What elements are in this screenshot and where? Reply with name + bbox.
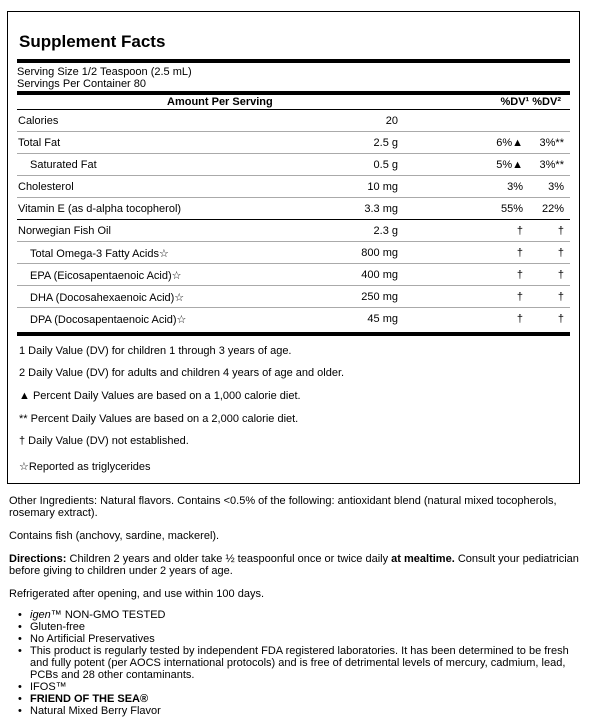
serving-size: Serving Size 1/2 Teaspoon (2.5 mL) xyxy=(17,66,192,78)
dv-children: † xyxy=(516,313,523,325)
amount-per-serving-header: Amount Per Serving xyxy=(167,96,273,108)
dv-children: † xyxy=(516,291,523,303)
title-divider xyxy=(17,59,570,63)
footnote-triglycerides: ☆Reported as triglycerides xyxy=(19,461,151,473)
list-item: • IFOS™ xyxy=(18,681,589,693)
servings-per-container: Servings Per Container 80 xyxy=(17,78,147,90)
nutrient-amount: 0.5 g xyxy=(373,159,398,171)
dv-adults: † xyxy=(557,313,564,325)
supplement-facts-panel xyxy=(7,11,580,484)
table-row xyxy=(17,198,570,220)
footnote-1000-calorie: ▲ Percent Daily Values are based on a 1,000 calorie diet. xyxy=(19,390,301,402)
nutrient-amount: 250 mg xyxy=(361,291,398,303)
nutrient-amount: 2.3 g xyxy=(373,225,398,237)
table-row xyxy=(17,154,570,176)
dv-children: † xyxy=(516,247,523,259)
dv-adults: † xyxy=(557,225,564,237)
nutrient-amount: 20 xyxy=(385,115,398,127)
dv-adults: † xyxy=(557,247,564,259)
daily-value-header: %DV¹ %DV² xyxy=(500,96,561,108)
table-row xyxy=(17,264,570,286)
friend-of-the-sea: FRIEND OF THE SEA® xyxy=(30,693,149,705)
table-row xyxy=(17,308,570,329)
nutrient-name: Total Omega-3 Fatty Acids☆ xyxy=(30,248,169,260)
nutrient-name: EPA (Eicosapentaenoic Acid)☆ xyxy=(30,270,182,282)
list-item: • No Artificial Preservatives xyxy=(18,633,589,645)
directions-text-continued: Consult your pediatrician before giving to children under 2 years of age. xyxy=(9,553,579,577)
dv-adults: 3% xyxy=(548,181,564,193)
directions-label: Directions: xyxy=(9,553,67,565)
igen-label: ™ NON-GMO TESTED xyxy=(50,609,166,621)
nutrient-name: Saturated Fat xyxy=(30,159,97,171)
table-bottom-divider xyxy=(17,332,570,336)
feature-list xyxy=(9,609,589,717)
nutrient-name: Calories xyxy=(18,115,59,127)
dv-children: † xyxy=(516,225,523,237)
storage-instructions: Refrigerated after opening, and use within 100 days. xyxy=(9,588,264,600)
table-row xyxy=(17,132,570,154)
dv-children: † xyxy=(516,269,523,281)
nutrient-amount: 800 mg xyxy=(361,247,398,259)
serving-divider xyxy=(17,91,570,95)
dv-children: 55% xyxy=(500,203,523,215)
list-item: • Gluten-free xyxy=(18,621,589,633)
nutrient-name: Vitamin E (as d-alpha tocopherol) xyxy=(18,203,182,215)
footnote-2000-calorie: ** Percent Daily Values are based on a 2,000 calorie diet. xyxy=(19,413,299,425)
table-row xyxy=(17,242,570,264)
panel-title: Supplement Facts xyxy=(19,32,166,51)
dv-children: 6%▲ xyxy=(496,137,523,149)
list-item: • Natural Mixed Berry Flavor xyxy=(18,705,589,717)
list-item xyxy=(18,609,589,621)
table-header xyxy=(17,96,570,110)
dv-adults: † xyxy=(557,291,564,303)
nutrient-amount: 45 mg xyxy=(367,313,398,325)
nutrient-amount: 400 mg xyxy=(361,269,398,281)
footnote-dv-adults: 2 Daily Value (DV) for adults and children 4 years of age and older. xyxy=(19,367,345,379)
other-ingredients: Other Ingredients: Natural flavors. Contains <0.5% of the following: antioxidant blend (natural mixed tocopherols, rosemary extract). xyxy=(9,495,557,519)
nutrient-amount: 3.3 mg xyxy=(364,203,398,215)
nutrient-amount: 10 mg xyxy=(367,181,398,193)
table-row xyxy=(17,176,570,198)
table-row xyxy=(17,220,570,242)
igen-mark: igen xyxy=(30,609,51,621)
table-row xyxy=(17,286,570,308)
directions-mealtime: at mealtime. xyxy=(391,553,455,565)
nutrient-name: Total Fat xyxy=(18,137,61,149)
dv-adults: 3%** xyxy=(539,137,564,149)
dv-children: 5%▲ xyxy=(496,159,523,171)
dv-adults: 3%** xyxy=(539,159,564,171)
directions-text: Children 2 years and older take ½ teaspoonful once or twice daily xyxy=(66,553,392,565)
nutrient-table xyxy=(17,110,570,329)
table-row xyxy=(17,110,570,132)
footnote-dv-children: 1 Daily Value (DV) for children 1 through 3 years of age. xyxy=(19,345,292,357)
footnote-dv-not-established: † Daily Value (DV) not established. xyxy=(19,435,189,447)
dv-adults: 22% xyxy=(541,203,564,215)
nutrient-name: DHA (Docosahexaenoic Acid)☆ xyxy=(30,292,185,304)
nutrient-amount: 2.5 g xyxy=(373,137,398,149)
contains-allergens: Contains fish (anchovy, sardine, mackerel). xyxy=(9,530,220,542)
dv-children: 3% xyxy=(507,181,523,193)
nutrient-name: DPA (Docosapentaenoic Acid)☆ xyxy=(30,314,187,326)
nutrient-name: Cholesterol xyxy=(18,181,74,193)
list-item xyxy=(18,693,589,705)
directions xyxy=(9,553,580,577)
dv-adults: † xyxy=(557,269,564,281)
list-item: • This product is regularly tested by independent FDA registered laboratories. It has been determined to be fresh and fully potent (per AOCS international protocols) and is free of detrimental levels of mercury, cadmium, lead, PCBs and 28 other contaminants. xyxy=(18,645,589,681)
nutrient-name: Norwegian Fish Oil xyxy=(18,225,111,237)
